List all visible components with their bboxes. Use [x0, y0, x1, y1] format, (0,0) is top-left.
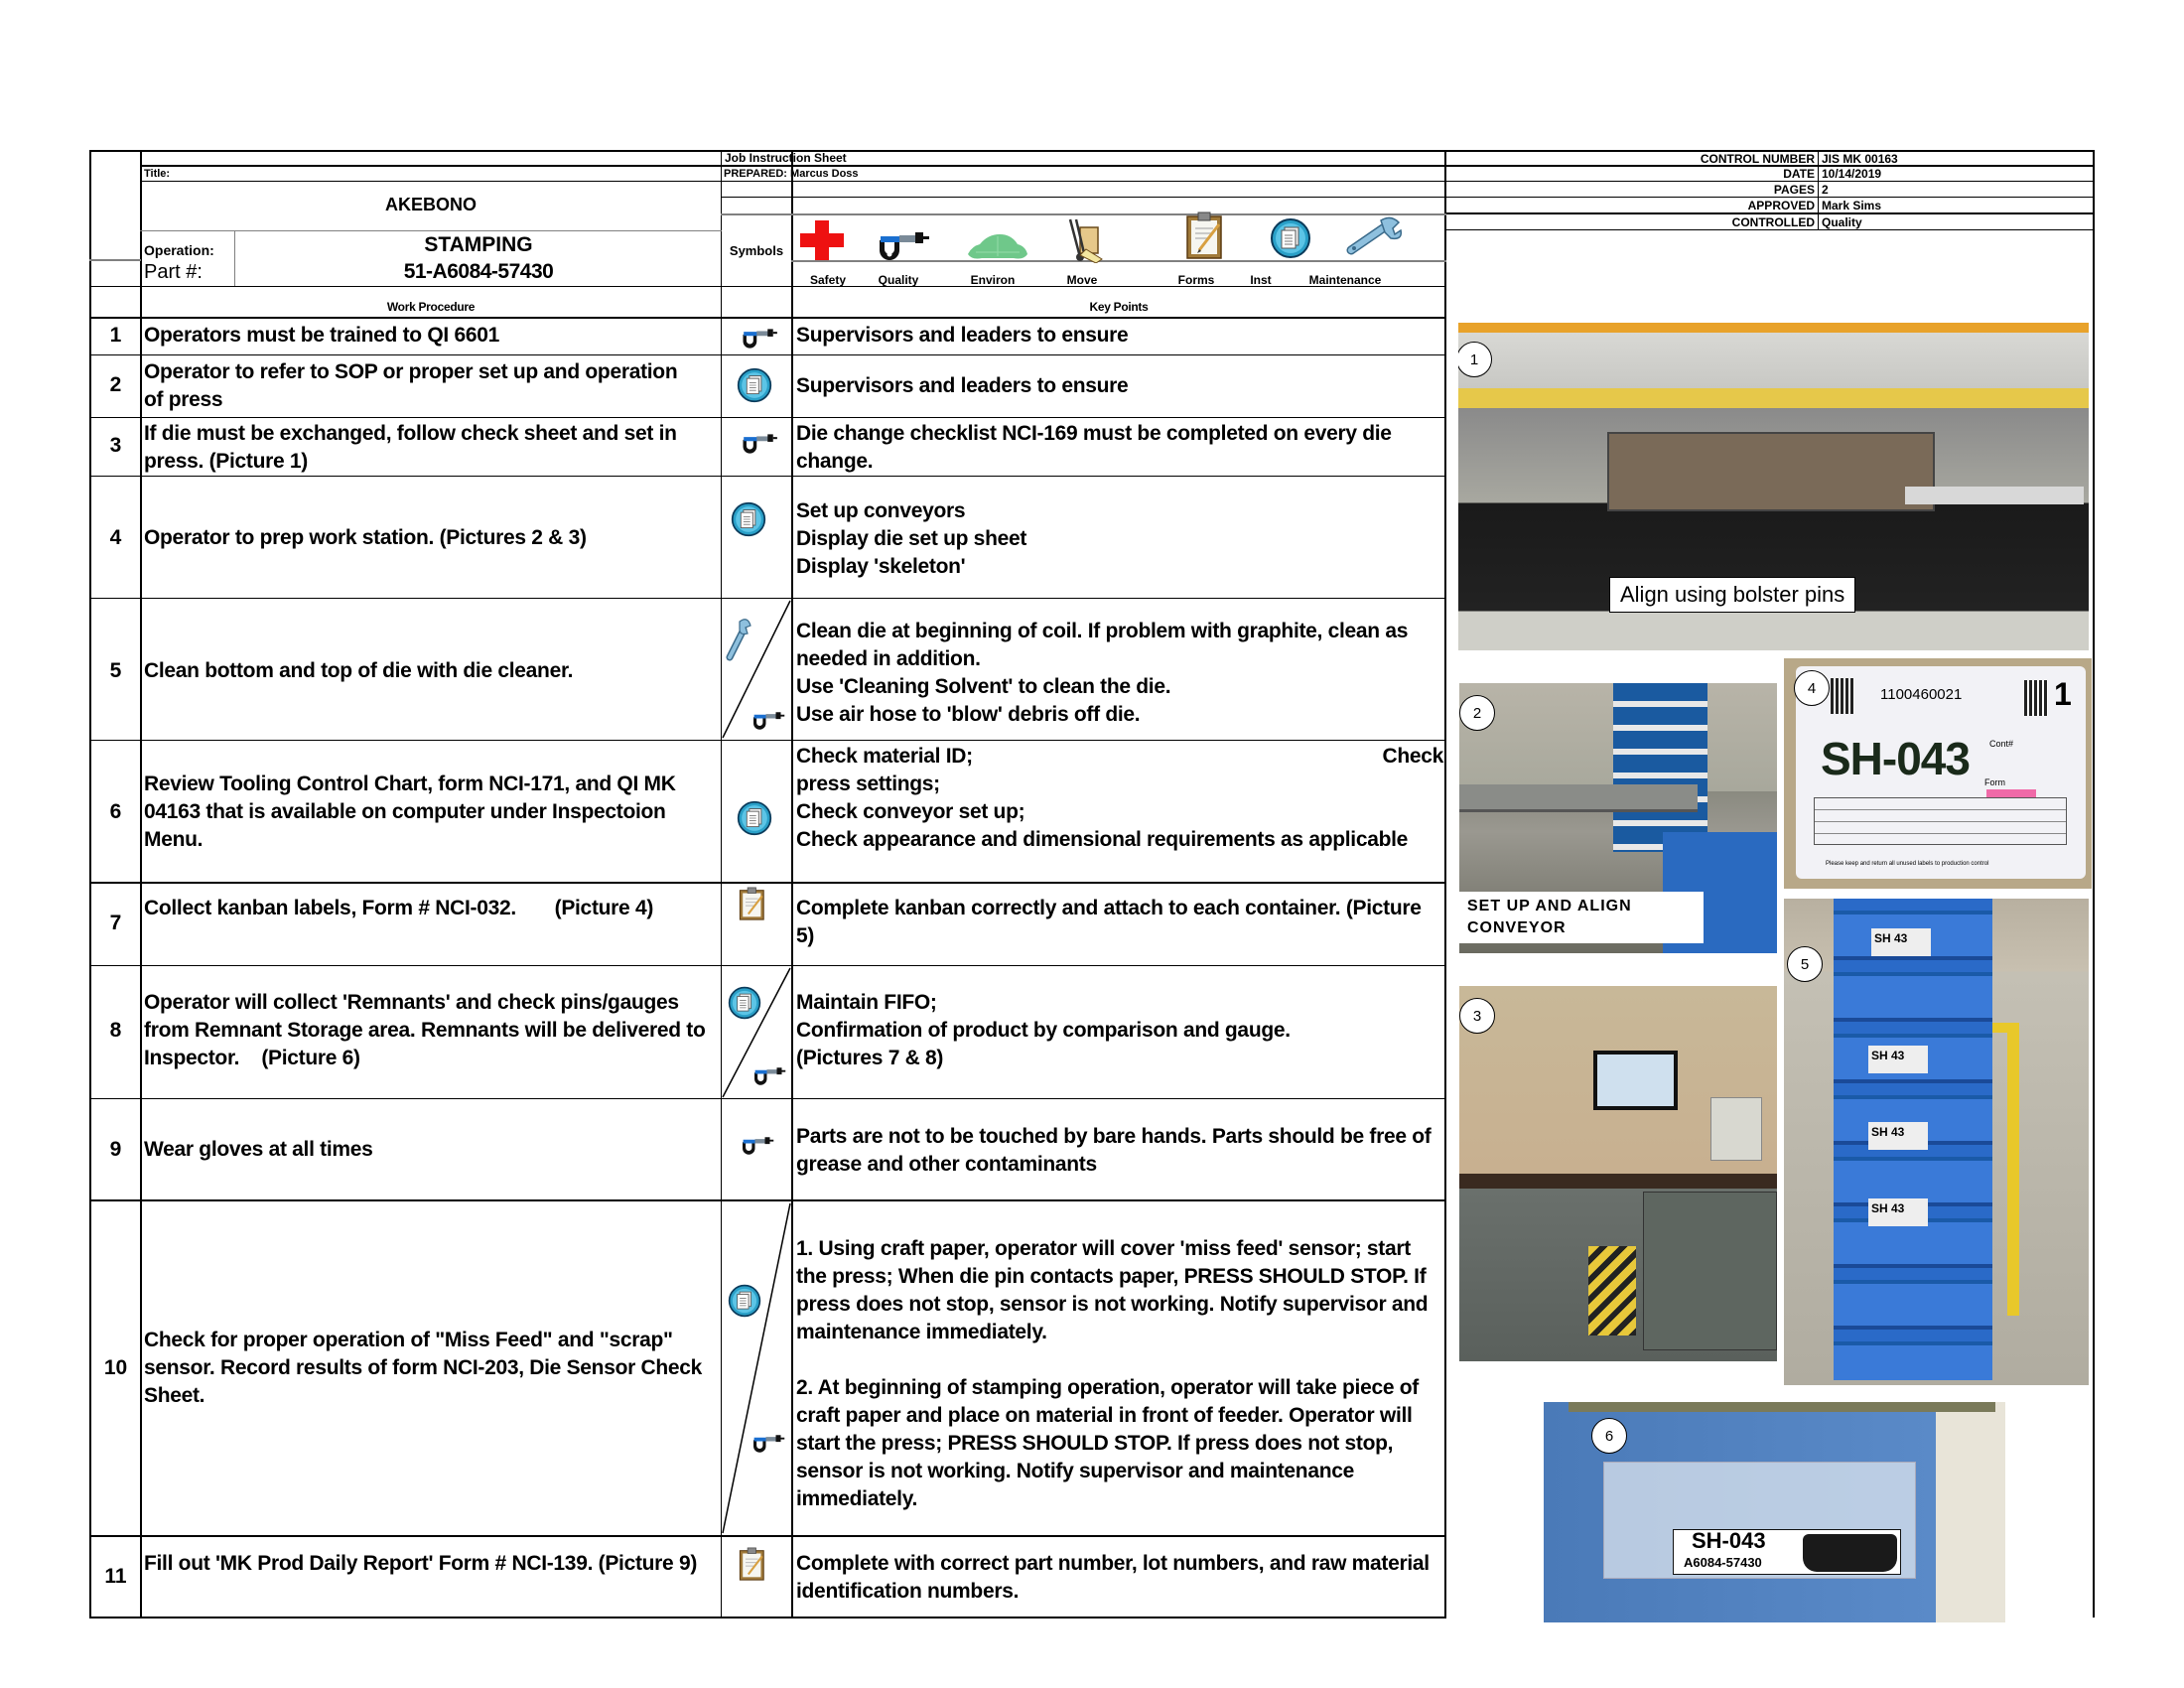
step-key-points: Parts are not to be touched by bare hands. Parts should be free of grease and other contaminants: [796, 1125, 1432, 1176]
clipboard-icon: [739, 884, 766, 923]
step-key-points: Supervisors and leaders to ensure: [796, 324, 1129, 347]
container-label: SH 43: [1868, 1198, 1928, 1226]
label-table: [1814, 797, 2067, 845]
operation-value: STAMPING: [424, 233, 533, 256]
step-key-points: [796, 1235, 1441, 1513]
label-part: A6084-57430: [1684, 1555, 1762, 1570]
wrench-icon: [726, 618, 751, 661]
label-field: Cont#: [1989, 739, 2014, 749]
symbol-label-maintenance: Maintenance: [1308, 273, 1382, 287]
step-procedure: Operator to refer to SOP or proper set up and operation of press: [144, 360, 678, 411]
key-point-line: Check material ID; Check: [796, 745, 1443, 768]
yellow-crate: [1588, 1246, 1636, 1336]
yellow-guard-rail: [2007, 1033, 2019, 1316]
step-number: 7: [109, 912, 122, 934]
key-point-line: Maintain FIFO;: [796, 991, 937, 1014]
micrometer-icon: [737, 1136, 778, 1156]
key-point-line: Use air hose to 'blow' debris off die.: [796, 703, 1141, 726]
picture-number-badge: 4: [1794, 670, 1830, 706]
step-procedure: If die must be exchanged, follow check sheet and set in press. (Picture 1): [144, 422, 677, 473]
container-label: SH 43: [1868, 1122, 1928, 1150]
micrometer-icon: [748, 1434, 789, 1454]
prepared-label: PREPARED:: [724, 168, 787, 180]
prepared-name: Marcus Doss: [790, 168, 859, 180]
die-set: [1607, 432, 1935, 511]
step-key-points: Complete with correct part number, lot numbers, and raw material identification numbers.: [796, 1552, 1430, 1603]
picture-2-conveyor: [1459, 683, 1777, 953]
document-circle-icon: [737, 365, 772, 405]
micrometer-icon: [747, 711, 790, 731]
container-rim: [1569, 1402, 1995, 1412]
clipboard-icon: [1185, 211, 1225, 260]
picture-number-badge: 3: [1459, 998, 1495, 1034]
step-number: 9: [109, 1138, 122, 1161]
label-sticker: [1673, 1529, 1901, 1575]
label-form: Form: [1984, 777, 2005, 787]
key-point-line: Check conveyor set up;: [796, 800, 1025, 823]
hand-truck-icon: [1066, 217, 1106, 263]
picture-1-press: [1458, 323, 2089, 650]
key-points-header: Key Points: [1089, 300, 1149, 314]
qr-code-icon: [1831, 678, 1854, 714]
document-circle-icon: [731, 499, 766, 539]
symbol-label-quality: Quality: [878, 273, 919, 287]
step-key-points: [796, 618, 1441, 729]
kanban-label-card: [1796, 666, 2086, 879]
shelf-bins: [1613, 683, 1707, 852]
step-procedure: Wear gloves at all times: [144, 1138, 373, 1161]
step-number: 8: [109, 1019, 122, 1042]
prepared-by: [724, 167, 859, 181]
picture-number-badge: 5: [1787, 946, 1823, 982]
part-number: 51-A6084-57430: [403, 260, 554, 283]
picture-caption: Align using bolster pins: [1609, 577, 1855, 613]
label-code: SH-043: [1821, 733, 1970, 784]
step-key-points: [796, 989, 1441, 1072]
symbol-label-environ: Environ: [970, 273, 1016, 287]
step-procedure: Operator will collect 'Remnants' and check pins/gauges from Remnant Storage area. Remnants will be delivered to Inspector. (Picture 6): [144, 991, 712, 1069]
step-number: 2: [109, 373, 122, 396]
leaf-car-icon: [966, 232, 1029, 260]
key-point-line: Use 'Cleaning Solvent' to clean the die.: [796, 675, 1171, 698]
drawer-cabinet: [1643, 1192, 1777, 1350]
step-procedure: Operators must be trained to QI 6601: [144, 324, 499, 347]
document-circle-icon: [728, 984, 761, 1022]
step-procedure: Operator to prep work station. (Pictures 2 & 3): [144, 526, 587, 549]
key-point-line: Display die set up sheet: [796, 527, 1027, 550]
step-number: 5: [109, 659, 122, 682]
work-procedure-header: Work Procedure: [386, 300, 476, 314]
controlled-label: CONTROLLED: [1731, 215, 1815, 229]
step-number: 1: [109, 324, 122, 347]
step-key-points: Supervisors and leaders to ensure: [796, 374, 1129, 397]
picture-number-badge: 6: [1591, 1418, 1627, 1454]
clipboard-icon: [739, 1542, 766, 1586]
picture-caption: SET UP AND ALIGN CONVEYOR: [1459, 892, 1704, 943]
key-point-line: press settings;: [796, 773, 940, 795]
step-key-points: Die change checklist NCI-169 must be completed on every die change.: [796, 422, 1392, 473]
step-key-points: Complete kanban correctly and attach to each container. (Picture 5): [796, 897, 1422, 947]
wrench-icon: [1345, 216, 1405, 256]
step-procedure: Check for proper operation of "Miss Feed" and "scrap" sensor. Record results of form NCI-203, Die Sensor Check Sheet.: [144, 1329, 703, 1407]
step-number: 10: [103, 1356, 128, 1379]
picture-number-badge: 1: [1458, 342, 1492, 377]
key-point-line: Check appearance and dimensional requirements as applicable: [796, 828, 1409, 851]
control-number-label: CONTROL NUMBER: [1700, 152, 1815, 166]
date-label: DATE: [1783, 167, 1815, 181]
qr-code-icon: [2024, 680, 2048, 716]
diagonal-divider: [721, 1201, 792, 1535]
step-key-points: [796, 497, 1441, 581]
step-procedure: Clean bottom and top of die with die cleaner.: [144, 659, 574, 682]
operation-label: Operation:: [144, 242, 214, 258]
conveyor-belt: [1459, 784, 1698, 812]
picture-6-container-label: [1544, 1402, 2005, 1622]
key-point-line: Set up conveyors: [796, 499, 966, 522]
sheet-title: Job Instruction Sheet: [725, 151, 847, 165]
micrometer-icon: [878, 230, 929, 262]
step-number: 6: [109, 800, 122, 823]
label-part-highlight: [1986, 789, 2036, 797]
step-procedure: Collect kanban labels, Form # NCI-032. (Picture 4): [144, 897, 654, 919]
container-label: SH 43: [1871, 928, 1931, 956]
symbol-label-forms: Forms: [1177, 273, 1215, 287]
key-point-line: Confirmation of product by comparison and gauge.: [796, 1019, 1291, 1042]
controlled-value: Quality: [1822, 215, 1862, 229]
symbols-label: Symbols: [729, 243, 784, 258]
picture-5-container-stack: [1784, 899, 2089, 1385]
pages-value: 2: [1822, 183, 1829, 197]
step-procedure: Fill out 'MK Prod Daily Report' Form # NCI-139. (Picture 9): [144, 1552, 698, 1575]
pages-label: PAGES: [1773, 183, 1815, 197]
step-number: 4: [109, 526, 122, 549]
conveyor-edge: [1905, 487, 2084, 504]
micrometer-icon: [749, 1066, 790, 1086]
label-printer: [1710, 1097, 1762, 1161]
key-point-line: Display 'skeleton': [796, 555, 966, 578]
label-footer: Please keep and return all unused labels to production control: [1826, 861, 1989, 867]
red-cross-icon: [800, 220, 844, 260]
title-label: Title:: [144, 168, 171, 180]
document-circle-icon: [737, 798, 772, 838]
brake-pad-image: [1803, 1534, 1897, 1572]
step-number: 11: [104, 1565, 127, 1588]
document-circle-icon: [728, 1281, 761, 1321]
approved-label: APPROVED: [1747, 199, 1815, 212]
date-value: 10/14/2019: [1822, 167, 1882, 181]
picture-3-workstation: [1459, 986, 1777, 1361]
monitor: [1593, 1051, 1678, 1110]
micrometer-icon: [737, 328, 782, 350]
step-procedure: Review Tooling Control Chart, form NCI-171, and QI MK 04163 that is available on computer under Inspectoion Menu.: [144, 773, 676, 851]
picture-number-badge: 2: [1459, 695, 1495, 731]
container-label: SH 43: [1868, 1046, 1928, 1073]
micrometer-icon: [737, 433, 782, 455]
approved-value: Mark Sims: [1822, 199, 1882, 212]
label-id: 1100460021: [1880, 686, 1963, 703]
symbol-label-inst: Inst: [1250, 273, 1272, 287]
document-circle-icon: [1270, 217, 1311, 259]
control-number-value: JIS MK 00163: [1822, 152, 1898, 166]
company-name: AKEBONO: [384, 195, 477, 214]
step-key-points: [796, 743, 1443, 854]
key-point-line: (Pictures 7 & 8): [796, 1047, 944, 1069]
symbol-label-safety: Safety: [809, 273, 847, 287]
key-point-line: Clean die at beginning of coil. If problem with graphite, clean as needed in addition.: [796, 620, 1409, 670]
label-count: 1: [2054, 676, 2072, 712]
label-code: SH-043: [1692, 1528, 1766, 1553]
key-point-line: 1. Using craft paper, operator will cover 'miss feed' sensor; start the press; When die pin contacts paper, PRESS SHOULD STOP. If press does not stop, sensor is not working. Notify supervisor and maintenance immediately.: [796, 1237, 1429, 1343]
part-label: Part #:: [144, 261, 203, 283]
symbol-label-move: Move: [1066, 273, 1098, 287]
step-number: 3: [109, 434, 122, 457]
key-point-line: 2. At beginning of stamping operation, operator will take piece of craft paper and place on material in front of feeder. Operator will start the press; PRESS SHOULD STOP. If press does not stop, sensor is not working. Notify supervisor and maintenance immediately.: [796, 1376, 1419, 1510]
picture-4-kanban-label: [1784, 658, 2092, 889]
